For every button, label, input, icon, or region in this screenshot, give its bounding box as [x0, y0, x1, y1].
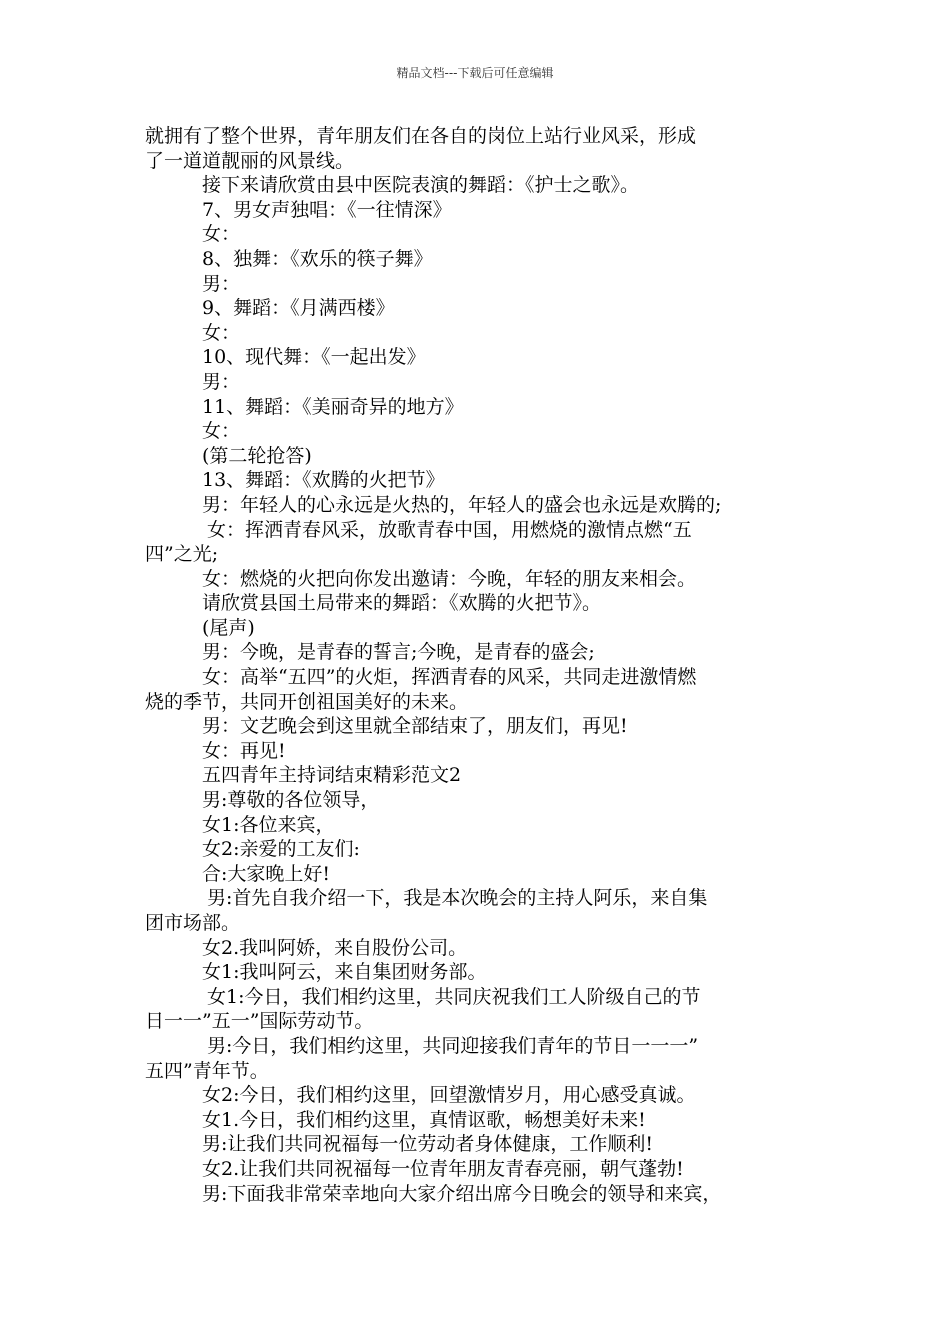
text-line: 女：燃烧的火把向你发出邀请：今晚，年轻的朋友来相会。	[202, 567, 697, 590]
text-line: 五四青年主持词结束精彩范文2	[202, 764, 462, 787]
text-line: 10、现代舞：《一起出发》	[202, 346, 426, 369]
text-line: 11、舞蹈：《美丽奇异的地方》	[202, 395, 464, 418]
text-line: 女2.我叫阿娇，来自股份公司。	[202, 936, 468, 959]
text-line: 女：再见!	[202, 739, 286, 762]
text-line: 女2:今日，我们相约这里，回望激情岁月，用心感受真诚。	[202, 1084, 696, 1107]
text-line: 烧的季节，共同开创祖国美好的未来。	[145, 690, 469, 713]
text-line: 男：	[202, 370, 241, 393]
text-line: 女1.今日，我们相约这里，真情讴歌，畅想美好未来!	[202, 1108, 646, 1131]
text-line: 女2.让我们共同祝福每一位青年朋友青春亮丽，朝气蓬勃!	[202, 1157, 684, 1180]
text-line: 男:首先自我介绍一下，我是本次晚会的主持人阿乐，来自集	[207, 887, 708, 910]
text-line: (第二轮抢答)	[202, 444, 312, 467]
document-body	[145, 124, 815, 1206]
text-line: 女2:亲爱的工友们:	[202, 838, 360, 861]
text-line: 女：	[202, 223, 241, 246]
text-line: 男:让我们共同祝福每一位劳动者身体健康，工作顺利!	[202, 1133, 654, 1156]
text-line: 了一道道靓丽的风景线。	[145, 149, 355, 172]
text-line: 男：年轻人的心永远是火热的，年轻人的盛会也永远是欢腾的;	[202, 493, 722, 516]
text-line: 女1:各位来宾，	[202, 813, 335, 836]
text-line: 13、舞蹈：《欢腾的火把节》	[202, 469, 445, 492]
text-line: 女1:我叫阿云，来自集团财务部。	[202, 961, 487, 984]
text-line: 男：文艺晚会到这里就全部结束了，朋友们，再见!	[202, 715, 628, 738]
page-header: 精品文档---下载后可任意编辑	[396, 66, 554, 80]
text-line: 女：	[202, 420, 241, 443]
text-line: 女：高举“五四”的火炬，挥洒青春的风采，共同走进激情燃	[202, 666, 697, 689]
text-line: (尾声)	[202, 616, 255, 639]
text-line: 男:下面我非常荣幸地向大家介绍出席今日晚会的领导和来宾，	[202, 1182, 722, 1205]
text-line: 日一一”五一”国际劳动节。	[145, 1010, 374, 1033]
text-line: 男:尊敬的各位领导，	[202, 789, 380, 812]
text-line: 接下来请欣赏由县中医院表演的舞蹈：《护士之歌》。	[202, 174, 640, 197]
text-line: 女：挥洒青春风采，放歌青春中国，用燃烧的激情点燃“五	[207, 518, 692, 541]
text-line: 男:今日，我们相约这里，共同迎接我们青年的节日一一一”	[207, 1034, 699, 1057]
text-line: 7、男女声独唱：《一往情深》	[202, 198, 452, 221]
text-line: 五四”青年节。	[145, 1059, 269, 1082]
text-line: 就拥有了整个世界，青年朋友们在各自的岗位上站行业风采，形成	[145, 125, 697, 147]
text-line: 合:大家晚上好!	[202, 862, 331, 885]
text-line: 9、舞蹈：《月满西楼》	[202, 297, 395, 320]
text-line: 8、独舞：《欢乐的筷子舞》	[202, 247, 433, 270]
text-line: 四”之光;	[145, 543, 219, 566]
text-line: 团市场部。	[145, 912, 241, 934]
text-line: 女：	[202, 321, 241, 344]
text-line: 女1:今日，我们相约这里，共同庆祝我们工人阶级自己的节	[207, 985, 701, 1008]
text-line: 男：	[202, 272, 241, 295]
text-line: 男：今晚，是青春的誓言;今晚，是青春的盛会;	[202, 641, 595, 664]
text-line: 请欣赏县国土局带来的舞蹈：《欢腾的火把节》。	[202, 592, 602, 615]
